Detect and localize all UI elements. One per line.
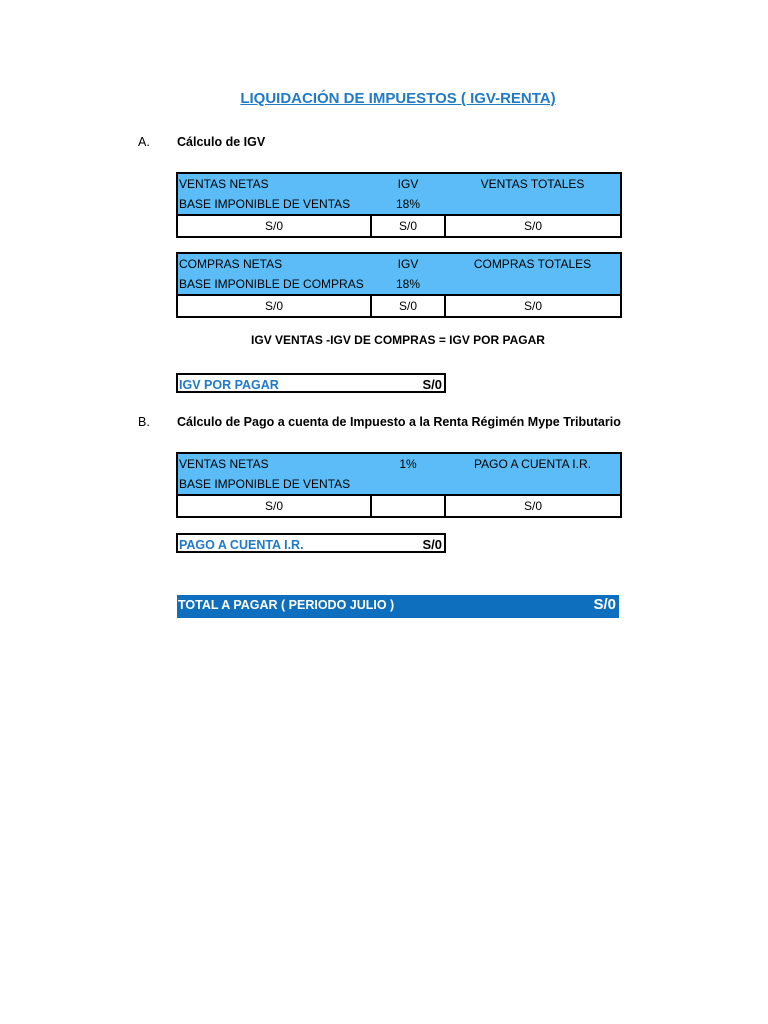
section-b-letter: B. (138, 415, 150, 429)
pago-a-cuenta-result-value: S/0 (422, 537, 442, 552)
pago-a-cuenta-box (176, 533, 446, 553)
ventas-netas-label: VENTAS NETAS (177, 173, 371, 194)
empty-value-cell (371, 495, 445, 517)
igv-formula: IGV VENTAS -IGV DE COMPRAS = IGV POR PAGAR (251, 333, 545, 347)
compras-netas-label: COMPRAS NETAS (177, 253, 371, 274)
pago-a-cuenta-result-label: PAGO A CUENTA I.R. (179, 538, 304, 552)
section-b-heading: Cálculo de Pago a cuenta de Impuesto a la Renta Régimén Mype Tributario (177, 415, 621, 429)
base-imponible-compras-label: BASE IMPONIBLE DE COMPRAS (177, 274, 371, 295)
ventas-netas-value: S/0 (177, 495, 371, 517)
compras-netas-value: S/0 (177, 295, 371, 317)
ventas-totales-label: VENTAS TOTALES (445, 173, 621, 194)
base-imponible-ventas-label: BASE IMPONIBLE DE VENTAS (177, 474, 371, 495)
renta-table (176, 452, 622, 518)
page-title: LIQUIDACIÓN DE IMPUESTOS ( IGV-RENTA) (240, 90, 556, 107)
igv-label: IGV (371, 173, 445, 194)
total-a-pagar-bar (177, 595, 619, 618)
ventas-netas-label: VENTAS NETAS (177, 453, 371, 474)
ventas-totales-value: S/0 (445, 215, 621, 237)
igv-por-pagar-value: S/0 (422, 377, 442, 392)
pago-a-cuenta-value: S/0 (445, 495, 621, 517)
empty-header-cell (445, 194, 621, 215)
igv-label: IGV (371, 253, 445, 274)
empty-header-cell (371, 474, 445, 495)
ventas-table (176, 172, 622, 238)
section-a-heading: Cálculo de IGV (177, 135, 266, 149)
base-imponible-ventas-label: BASE IMPONIBLE DE VENTAS (177, 194, 371, 215)
renta-rate: 1% (371, 453, 445, 474)
compras-totales-label: COMPRAS TOTALES (445, 253, 621, 274)
igv-rate: 18% (371, 194, 445, 215)
pago-a-cuenta-label: PAGO A CUENTA I.R. (445, 453, 621, 474)
igv-ventas-value: S/0 (371, 215, 445, 237)
igv-compras-value: S/0 (371, 295, 445, 317)
empty-header-cell (445, 474, 621, 495)
section-a-letter: A. (138, 135, 150, 149)
total-a-pagar-value: S/0 (593, 596, 616, 613)
igv-por-pagar-box (176, 373, 446, 393)
ventas-netas-value: S/0 (177, 215, 371, 237)
igv-por-pagar-label: IGV POR PAGAR (179, 378, 279, 392)
empty-header-cell (445, 274, 621, 295)
compras-table (176, 252, 622, 318)
compras-totales-value: S/0 (445, 295, 621, 317)
igv-rate: 18% (371, 274, 445, 295)
total-a-pagar-label: TOTAL A PAGAR ( PERIODO JULIO ) (178, 598, 395, 612)
